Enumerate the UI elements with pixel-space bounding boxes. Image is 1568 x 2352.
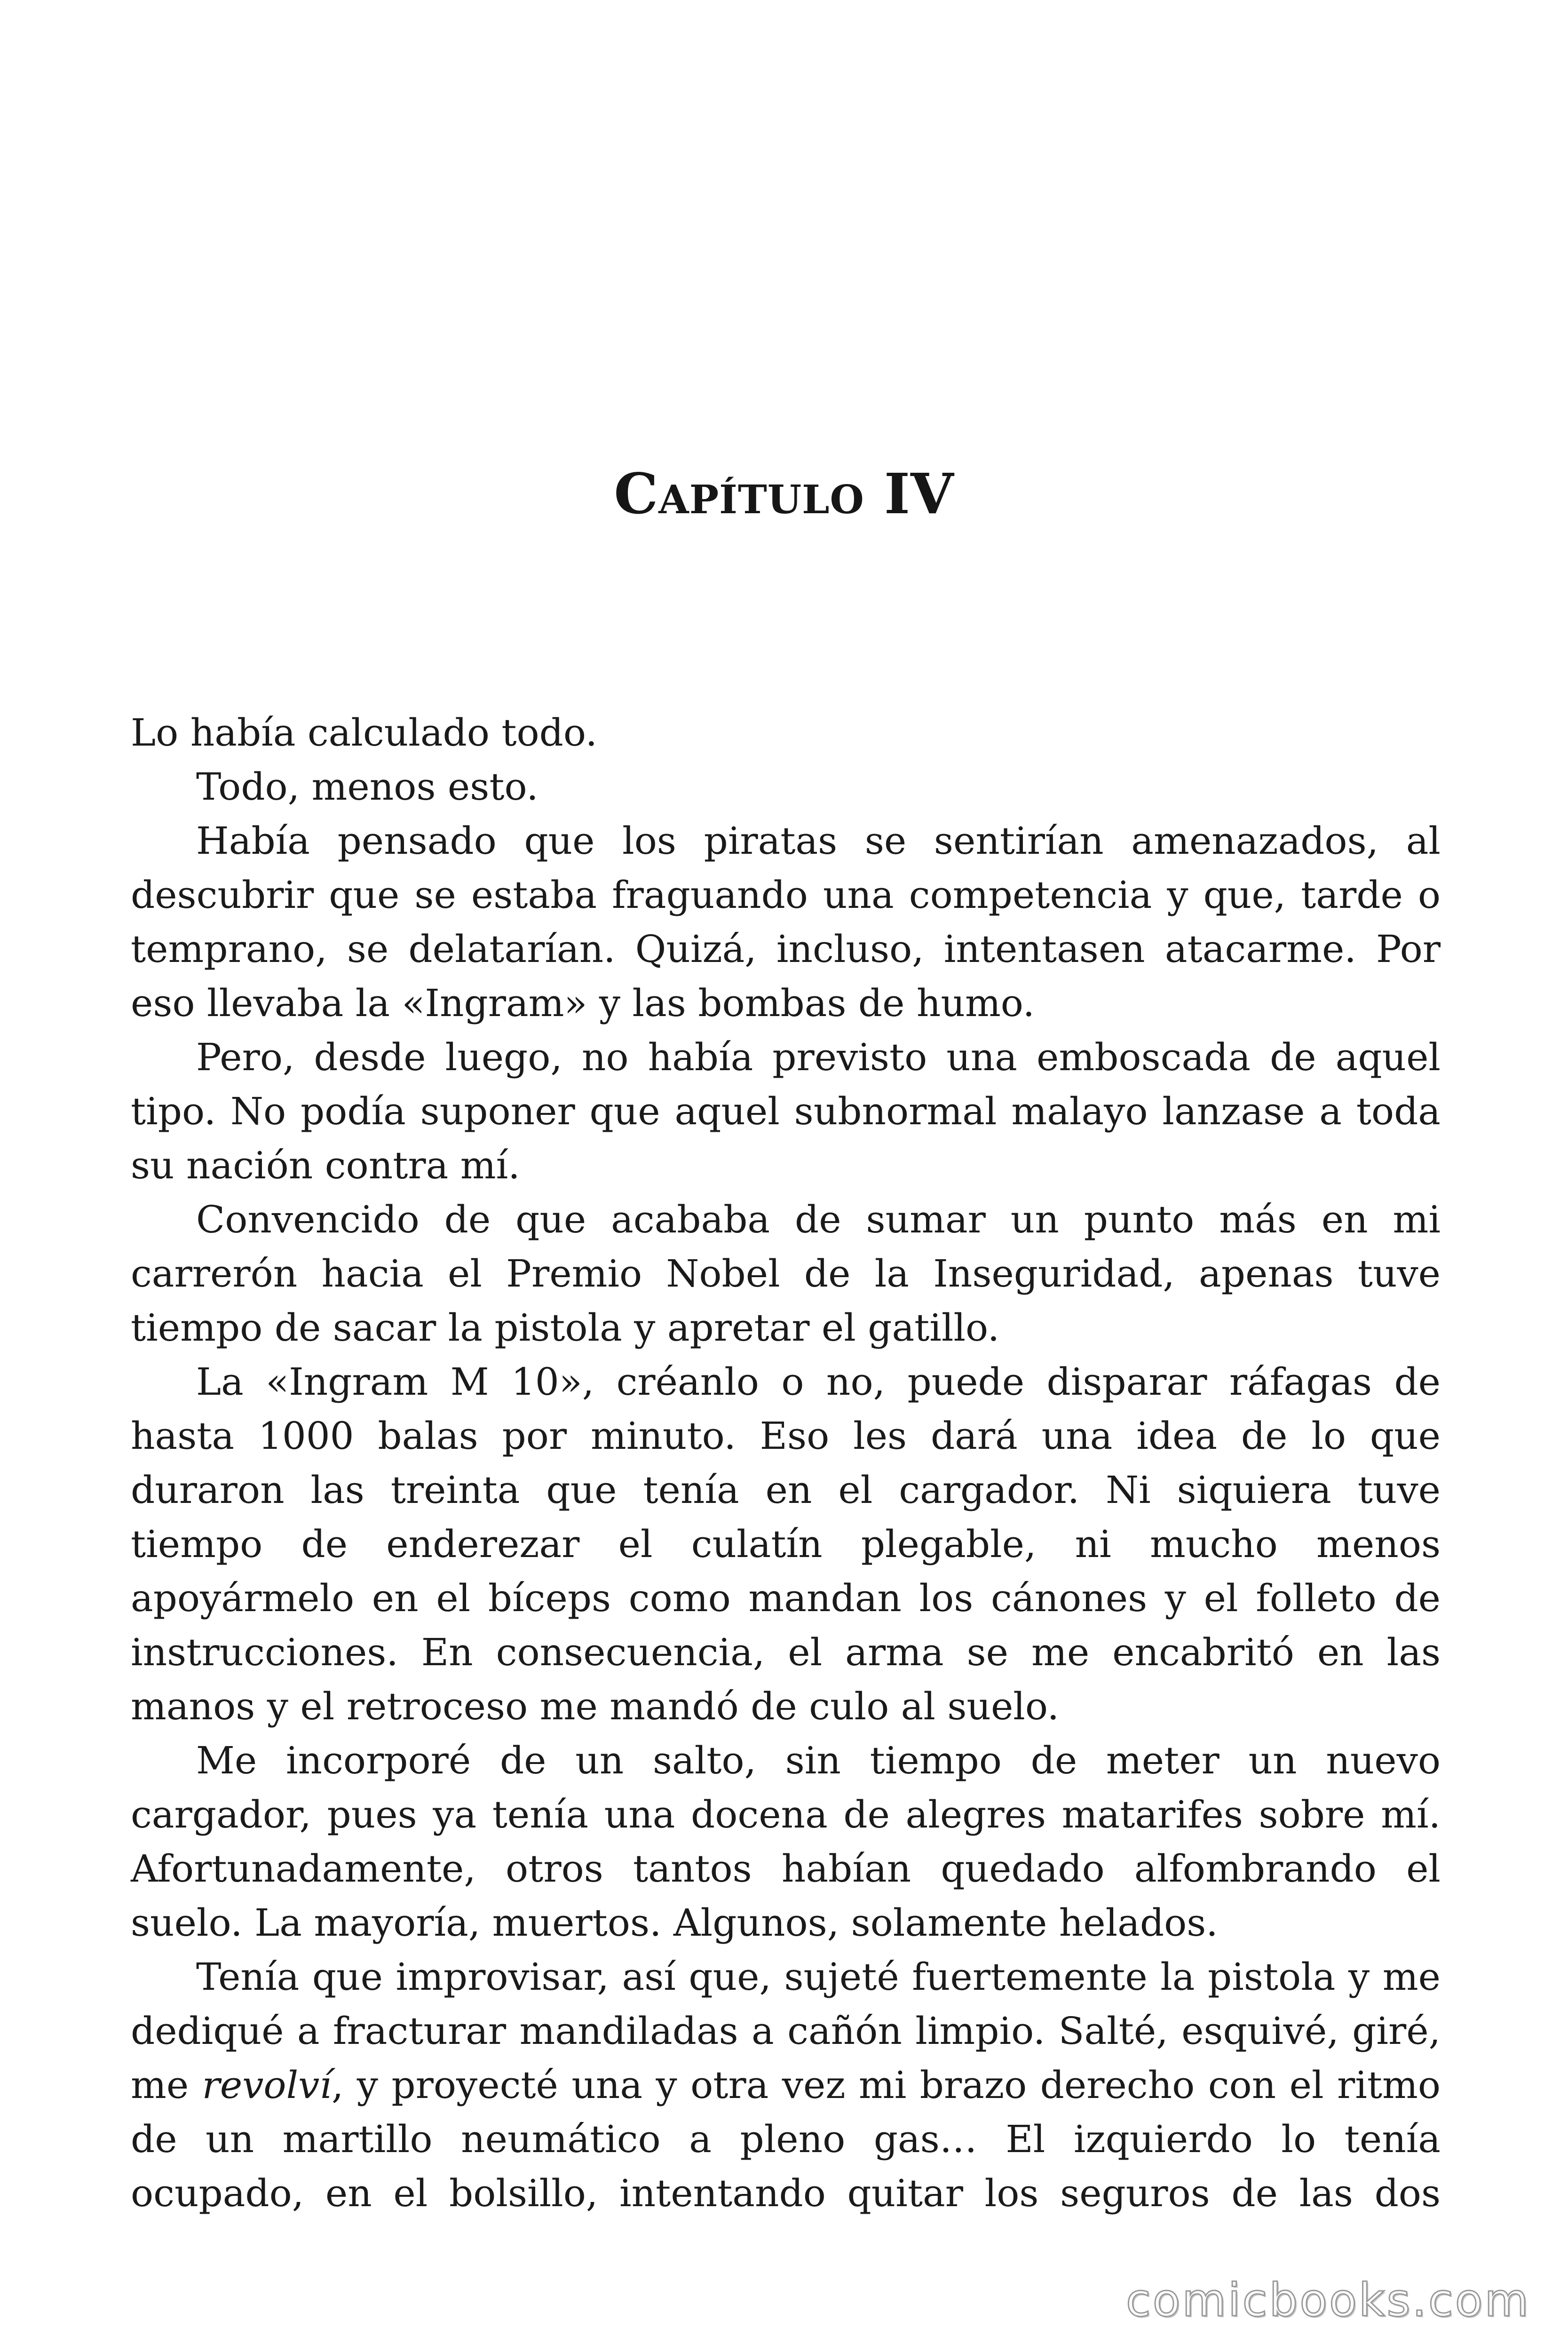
paragraph-1: Lo había calculado todo. — [131, 711, 598, 755]
paragraph-5: Convencido de que acababa de sumar un punto más en mi carrerón hacia el Premio Nobel de la Inseguridad, apenas tuve tiempo de sacar la pistola y apretar el gatillo. — [131, 1198, 1441, 1350]
paragraph-8-end: , y proyecté una y otra vez mi brazo derecho con el ritmo de un martillo neumático a pleno gas… El izquierdo lo tenía ocupado, en el bolsillo, intentando quitar los seguros de las dos — [131, 2063, 1441, 2215]
paragraph-8 — [131, 1950, 1441, 2220]
paragraph-3: Había pensado que los piratas se sentirían amenazados, al descubrir que se estaba fraguando una competencia y que, tarde o temprano, se delatarían. Quizá, incluso, intentasen atacarme. Por eso llevaba la «Ingram» y las bombas de humo. — [131, 819, 1441, 1025]
paragraph-8-start: Tenía que improvisar, así que, sujeté fuertemente la pistola y me dediqué a fracturar mandiladas a cañón limpio. Salté, esquivé, giré, me — [131, 1955, 1441, 2107]
paragraph-6: La «Ingram M 10», créanlo o no, puede disparar ráfagas de hasta 1000 balas por minuto. Eso les dará una idea de lo que duraron las treinta que tenía en el cargador. Ni siquiera tuve tiempo de enderezar el culatín plegable, ni mucho menos apoyármelo en el bíceps como mandan los cánones y el folleto de instrucciones. En consecuencia, el arma se me encabritó en las manos y el retroceso me mandó de culo al suelo. — [131, 1360, 1441, 1728]
paragraph-2: Todo, menos esto. — [196, 765, 539, 809]
chapter-body — [131, 706, 1441, 2220]
watermark-logo: comicbooks.com — [1125, 2274, 1530, 2327]
chapter-title: Capítulo IV — [614, 461, 954, 526]
paragraph-7: Me incorporé de un salto, sin tiempo de meter un nuevo cargador, pues ya tenía una docena de alegres matarifes sobre mí. Afortunadamente, otros tantos habían quedado alfombrando el suelo. La mayoría, muertos. Algunos, solamente helados. — [131, 1739, 1441, 1945]
paragraph-4: Pero, desde luego, no había previsto una emboscada de aquel tipo. No podía suponer que aquel subnormal malayo lanzase a toda su nación contra mí. — [131, 1035, 1441, 1187]
paragraph-8-italic-word: revolví — [202, 2063, 332, 2107]
